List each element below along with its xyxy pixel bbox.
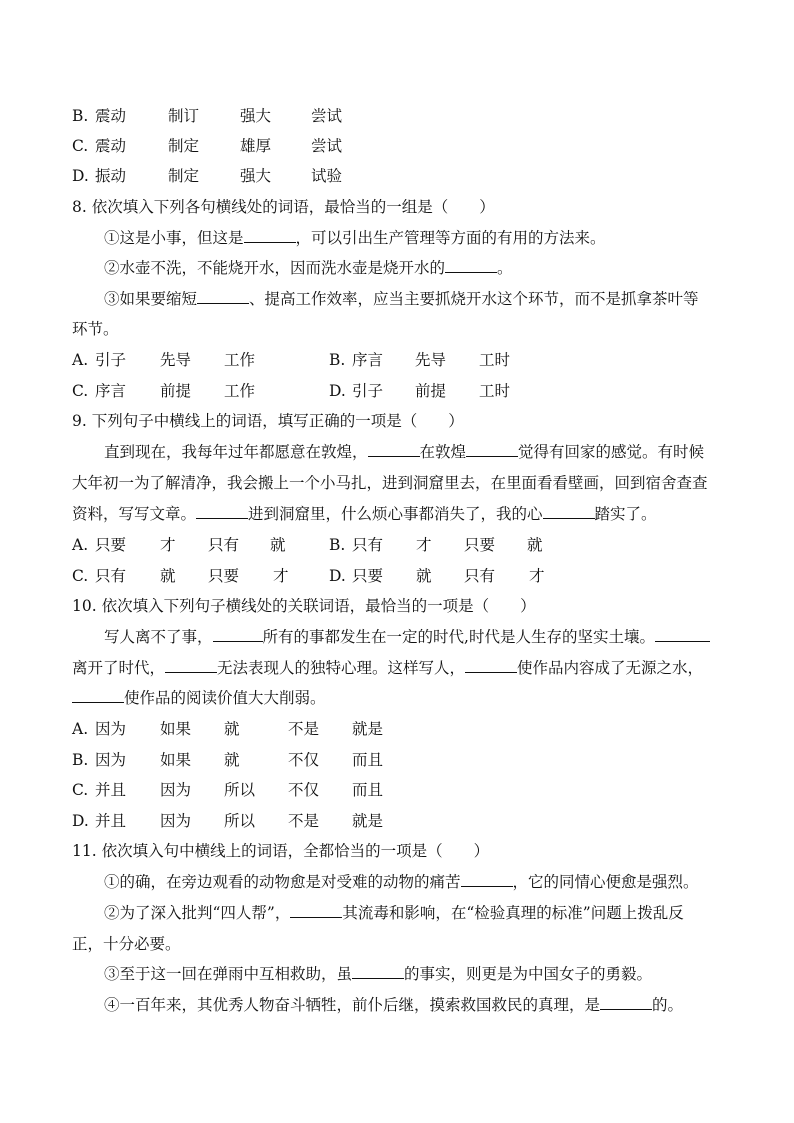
option-word: 工作 bbox=[224, 382, 256, 400]
option-letter: D. bbox=[72, 167, 89, 185]
option-word: 引子 bbox=[95, 351, 127, 369]
option-word: 振动 bbox=[95, 167, 127, 185]
option-word: 只有 bbox=[208, 536, 240, 554]
answer-blank bbox=[213, 627, 263, 642]
question-11-stem: 11. 依次填入句中横线上的词语，全都恰当的一项是（ ） bbox=[72, 842, 490, 860]
q9-passage-line-1 bbox=[104, 442, 704, 462]
option-letter: D. bbox=[329, 567, 346, 585]
answer-blank bbox=[368, 442, 420, 457]
option-word: 制订 bbox=[168, 107, 200, 125]
option-word: 只要 bbox=[208, 567, 240, 585]
option-letter: D. bbox=[72, 812, 89, 830]
answer-blank bbox=[461, 872, 513, 887]
text: 无法表现人的独特心理。这样写人， bbox=[217, 659, 466, 677]
question-8-stem: 8. 依次填入下列各句横线处的词语，最恰当的一组是（ ） bbox=[72, 198, 495, 216]
option-letter: C. bbox=[72, 382, 89, 400]
q9-passage-line-3 bbox=[72, 504, 657, 524]
option-word: 就 bbox=[224, 751, 240, 769]
option-letter: B. bbox=[72, 107, 89, 125]
option-word: 只有 bbox=[464, 567, 496, 585]
text: 离开了时代， bbox=[72, 659, 166, 677]
option-word: 只要 bbox=[464, 536, 496, 554]
option-word: 因为 bbox=[95, 720, 127, 738]
option-letter: A. bbox=[72, 720, 89, 738]
option-word: 所以 bbox=[224, 781, 256, 799]
option-letter: D. bbox=[329, 382, 346, 400]
option-letter: C. bbox=[72, 781, 89, 799]
answer-blank bbox=[244, 228, 296, 243]
option-word: 试验 bbox=[311, 167, 343, 185]
option-word: 因为 bbox=[160, 781, 192, 799]
text: 所有的事都发生在一定的时代,时代是人生存的坚实土壤。 bbox=[262, 628, 655, 646]
option-word: 只要 bbox=[352, 567, 384, 585]
option-word: 先导 bbox=[160, 351, 192, 369]
text: 的。 bbox=[652, 996, 684, 1014]
answer-blank bbox=[352, 964, 404, 979]
option-word: 前提 bbox=[160, 382, 192, 400]
option-word: 就 bbox=[527, 536, 543, 554]
question-10-stem: 10. 依次填入下列句子横线处的关联词语，最恰当的一项是（ ） bbox=[72, 597, 536, 615]
text: 使作品的阅读价值大大削弱。 bbox=[124, 689, 326, 707]
text: ③如果要缩短 bbox=[104, 290, 198, 308]
text: 进到洞窟里，什么烦心事都消失了，我的心 bbox=[248, 505, 543, 523]
option-word: 只要 bbox=[95, 536, 127, 554]
text: ①的确，在旁边观看的动物愈是对受难的动物的痛苦 bbox=[104, 873, 461, 891]
option-word: 就是 bbox=[352, 720, 384, 738]
q11-sentence-2 bbox=[104, 903, 684, 923]
text: 踏实了。 bbox=[594, 505, 657, 523]
text: 觉得有回家的感觉。有时候 bbox=[518, 443, 705, 461]
q8-sentence-2 bbox=[104, 258, 513, 278]
text: ②水壶不洗，不能烧开水，因而洗水壶是烧开水的 bbox=[104, 259, 446, 277]
answer-blank bbox=[466, 442, 518, 457]
text: ②为了深入批判“四人帮”， bbox=[104, 904, 291, 922]
text: 写人离不了事， bbox=[104, 628, 213, 646]
option-word: 因为 bbox=[95, 751, 127, 769]
option-word: 序言 bbox=[352, 351, 384, 369]
option-word: 震动 bbox=[95, 137, 127, 155]
answer-blank bbox=[445, 258, 497, 273]
option-letter: B. bbox=[72, 751, 89, 769]
option-letter: A. bbox=[72, 351, 89, 369]
option-word: 并且 bbox=[95, 781, 127, 799]
option-word: 就是 bbox=[352, 812, 384, 830]
text: 。 bbox=[497, 259, 513, 277]
option-word: 尝试 bbox=[311, 137, 343, 155]
option-word: 才 bbox=[416, 536, 432, 554]
option-word: 不是 bbox=[288, 812, 320, 830]
option-word: 所以 bbox=[224, 812, 256, 830]
text: ④一百年来，其优秀人物奋斗牺牲，前仆后继，摸索救国救民的真理，是 bbox=[104, 996, 601, 1014]
option-letter: B. bbox=[329, 536, 346, 554]
answer-blank bbox=[290, 903, 342, 918]
option-word: 就 bbox=[270, 536, 286, 554]
option-word: 并且 bbox=[95, 812, 127, 830]
q10-passage-line-2 bbox=[72, 658, 703, 678]
q8-sentence-1 bbox=[104, 228, 606, 248]
option-word: 而且 bbox=[352, 751, 384, 769]
option-word: 才 bbox=[273, 567, 289, 585]
q8-sentence-3 bbox=[104, 289, 699, 309]
option-word: 就 bbox=[160, 567, 176, 585]
text: 使作品内容成了无源之水， bbox=[517, 659, 704, 677]
option-word: 强大 bbox=[240, 107, 272, 125]
q11-sentence-2-cont: 正，十分必要。 bbox=[72, 935, 181, 953]
option-word: 而且 bbox=[352, 781, 384, 799]
q11-sentence-4 bbox=[104, 995, 683, 1015]
option-word: 只有 bbox=[95, 567, 127, 585]
option-word: 工时 bbox=[479, 382, 511, 400]
answer-blank bbox=[543, 504, 595, 519]
option-word: 如果 bbox=[160, 751, 192, 769]
q11-sentence-3 bbox=[104, 964, 652, 984]
text: ①这是小事，但这是 bbox=[104, 229, 244, 247]
q9-passage-line-2: 大年初一为了解清净，我会搬上一个小马扎，进到洞窟里去，在里面看看壁画，回到宿舍查查 bbox=[72, 474, 708, 492]
option-word: 制定 bbox=[168, 167, 200, 185]
text: 、提高工作效率，应当主要抓烧开水这个环节，而不是抓拿茶叶等 bbox=[249, 290, 699, 308]
option-word: 就 bbox=[224, 720, 240, 738]
answer-blank bbox=[465, 658, 517, 673]
option-word: 才 bbox=[160, 536, 176, 554]
option-word: 引子 bbox=[352, 382, 384, 400]
text: ，可以引出生产管理等方面的有用的方法来。 bbox=[295, 229, 606, 247]
text: 直到现在，我每年过年都愿意在敦煌， bbox=[104, 443, 368, 461]
answer-blank bbox=[165, 658, 217, 673]
option-word: 只有 bbox=[352, 536, 384, 554]
option-word: 强大 bbox=[240, 167, 272, 185]
q10-passage-line-1 bbox=[104, 627, 710, 647]
answer-blank bbox=[655, 627, 710, 642]
text: 在敦煌 bbox=[419, 443, 467, 461]
option-word: 就 bbox=[416, 567, 432, 585]
option-word: 不仅 bbox=[288, 781, 320, 799]
answer-blank bbox=[72, 688, 124, 703]
option-word: 工作 bbox=[224, 351, 256, 369]
option-word: 尝试 bbox=[311, 107, 343, 125]
answer-blank bbox=[600, 995, 652, 1010]
text: ③至于这一回在弹雨中互相救助，虽 bbox=[104, 965, 353, 983]
option-letter: A. bbox=[72, 536, 89, 554]
option-word: 才 bbox=[529, 567, 545, 585]
text: 的事实，则更是为中国女子的勇毅。 bbox=[404, 965, 653, 983]
option-letter: B. bbox=[329, 351, 346, 369]
option-word: 雄厚 bbox=[240, 137, 272, 155]
option-word: 制定 bbox=[168, 137, 200, 155]
option-word: 前提 bbox=[415, 382, 447, 400]
question-9-stem: 9. 下列句子中横线上的词语，填写正确的一项是（ ） bbox=[72, 412, 464, 430]
q10-passage-line-3 bbox=[72, 688, 326, 708]
text: 其流毒和影响，在“检验真理的标准”问题上拨乱反 bbox=[342, 904, 684, 922]
option-word: 因为 bbox=[160, 812, 192, 830]
option-word: 工时 bbox=[479, 351, 511, 369]
answer-blank bbox=[197, 289, 249, 304]
q8-sentence-3-cont: 环节。 bbox=[72, 320, 119, 338]
answer-blank bbox=[196, 504, 248, 519]
text: ，它的同情心便愈是强烈。 bbox=[512, 873, 699, 891]
option-letter: C. bbox=[72, 567, 89, 585]
q11-sentence-1 bbox=[104, 872, 699, 892]
option-word: 先导 bbox=[415, 351, 447, 369]
option-word: 如果 bbox=[160, 720, 192, 738]
option-word: 不是 bbox=[288, 720, 320, 738]
option-word: 序言 bbox=[95, 382, 127, 400]
option-word: 震动 bbox=[95, 107, 127, 125]
text: 资料，写写文章。 bbox=[72, 505, 197, 523]
option-word: 不仅 bbox=[288, 751, 320, 769]
option-letter: C. bbox=[72, 137, 89, 155]
